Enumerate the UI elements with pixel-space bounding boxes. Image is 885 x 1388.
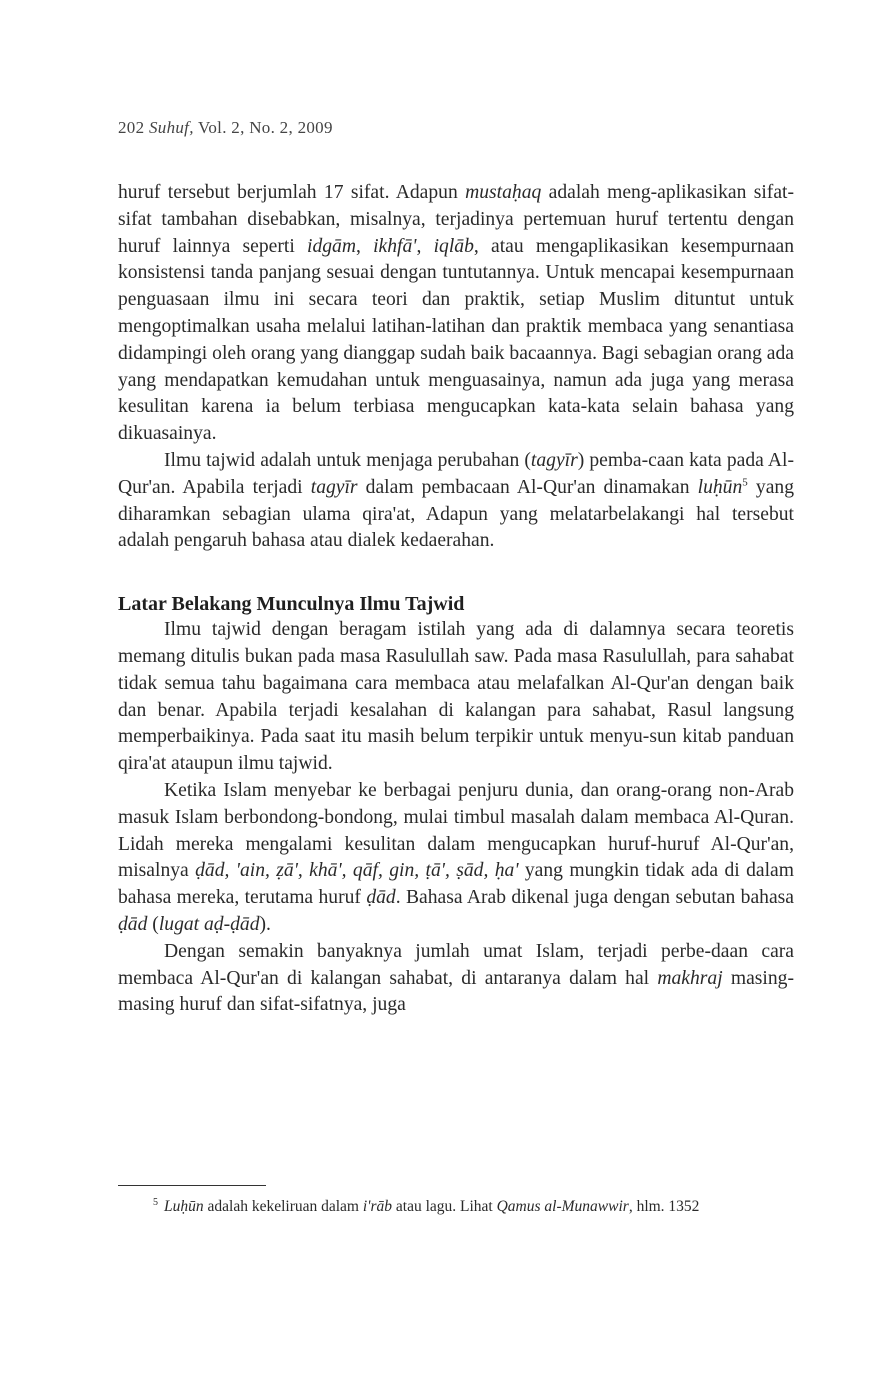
journal-title: Suhuf, — [148, 118, 194, 137]
journal-volume: Vol. 2, No. 2, 2009 — [198, 118, 333, 137]
page-number: 202 — [118, 118, 145, 137]
paragraph-1: huruf tersebut berjumlah 17 sifat. Adapun mustaḥaq adalah meng-aplikasikan sifat-sifat tambahan disebabkan, misalnya, terjadinya pertemuan huruf tertentu dengan huruf lainnya seperti idgām, ikhfā', iqlāb, atau mengaplikasikan kesempurnaan konsistensi tanda panjang sesuai dengan tuntutannya. Untuk mencapai kesempurnaan penguasaan ilmu ini secara teori dan praktik, setiap Muslim dituntut untuk mengoptimalkan usaha melalui latihan-latihan dan praktik membaca yang senantiasa didampingi oleh orang yang dianggap sudah baik bacaannya. Bagi sebagian orang ada yang mendapatkan kemudahan untuk menguasainya, namun ada juga yang merasa kesulitan karena ia belum terbiasa mengucapkan kata-kata selain bahasa yang dikuasainya. — [118, 182, 795, 445]
running-head — [118, 118, 794, 138]
footnote-reference[interactable]: 5 — [742, 476, 748, 489]
paragraph-4: Ketika Islam menyebar ke berbagai penjuru dunia, dan orang-orang non-Arab masuk Islam berbondong-bondong, mulai timbul masalah dalam membaca Al-Quran. Lidah mereka mengalami kesulitan dalam mengucapkan huruf-huruf Al-Qur'an, misalnya ḍād, 'ain, ẓā', khā', qāf, gin, ṭā', ṣād, ḥa' yang mungkin tidak ada di dalam bahasa mereka, terutama huruf ḍād. Bahasa Arab dikenal juga dengan sebutan bahasa ḍād (lugat aḍ-ḍād). — [118, 779, 794, 935]
paragraph-5: Dengan semakin banyaknya jumlah umat Islam, terjadi perbe-daan cara membaca Al-Qur'an di kalangan sahabat, di antaranya dalam hal makhraj masing-masing huruf dan sifat-sifatnya, juga — [118, 940, 794, 1016]
footnote-divider — [118, 1185, 266, 1186]
footnote-5: 5 Luḥūn adalah kekeliruan dalam i'rāb atau lagu. Lihat Qamus al-Munawwir, hlm. 1352 — [153, 1196, 700, 1215]
paragraph-2: Ilmu tajwid adalah untuk menjaga perubahan (tagyīr) pemba-caan kata pada Al-Qur'an. Apabila terjadi tagyīr dalam pembacaan Al-Qur'an dinamakan luḥūn$^5$ yang diharamkan sebagian ulama qira'at, Adapun yang melatarbelakangi hal tersebut adalah pengaruh bahasa atau dialek kedaerahan. — [118, 449, 795, 552]
section-heading: Latar Belakang Munculnya Ilmu Tajwid — [118, 593, 465, 616]
page-body — [118, 118, 794, 1019]
paragraph-3: Ilmu tajwid dengan beragam istilah yang ada di dalamnya secara teoretis memang ditulis bukan pada masa Rasulullah saw. Pada masa Rasulullah, para sahabat tidak semua tahu bagaimana cara membaca atau melafalkan Al-Qur'an dengan baik dan benar. Apabila terjadi kesalahan di kalangan para sahabat, Rasul langsung memperbaikinya. Pada saat itu masih belum terpikir untuk menyu-sun kitab panduan qira'at ataupun ilmu tajwid. — [118, 619, 794, 775]
